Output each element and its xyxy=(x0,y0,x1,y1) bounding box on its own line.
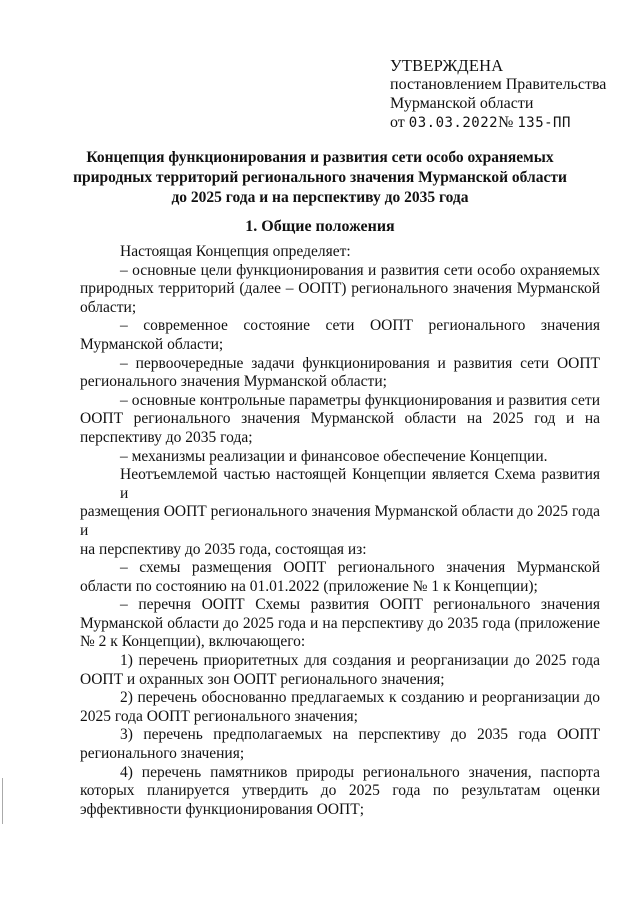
list-item-goals-line-1: – основные цели функционирования и развития сети особо охраняемых xyxy=(120,261,600,279)
paragraph-scheme-line-3: на перспективу до 2035 года, состоящая из: xyxy=(80,540,367,558)
paragraph-scheme-line-2: размещения ООПТ регионального значения Мурманской области до 2025 года и xyxy=(80,503,600,539)
document-title xyxy=(60,148,580,208)
numbered-item-2-line-1: 2) перечень обоснованно предлагаемых к созданию и реорганизации до xyxy=(120,689,600,707)
numbered-item-4-line-1: 4) перечень памятников природы регионального значения, паспорта xyxy=(120,763,600,781)
list-item-params-line-2: ООПТ регионального значения Мурманской области на 2025 год и на xyxy=(80,410,600,428)
numbered-item-3-line-2: регионального значения; xyxy=(80,745,245,763)
list-item-params-line-1: – основные контрольные параметры функционирования и развития сети xyxy=(120,391,600,409)
approval-from-label: от xyxy=(390,114,405,131)
list-item-tasks-line-1: – первоочередные задачи функционирования и развития сети ООПТ xyxy=(120,354,600,372)
scan-edge-mark xyxy=(2,778,3,824)
approval-stamp-block xyxy=(390,56,606,133)
numbered-item-4-line-2: которых планируется утвердить до 2025 года по результатам оценки xyxy=(80,782,600,800)
approval-date: 03.03.2022 xyxy=(408,115,499,131)
list-item-tasks-line-2: регионального значения Мурманской области; xyxy=(80,373,387,391)
numbered-item-1-line-2: ООПТ и охранных зон ООПТ регионального значения; xyxy=(80,670,445,688)
numbered-item-3-line-1: 3) перечень предполагаемых на перспективу до 2035 года ООПТ xyxy=(120,726,600,744)
approval-number-sign: № xyxy=(498,114,514,131)
title-line-2: природных территорий регионального значения Мурманской области xyxy=(73,169,567,186)
list-item-mechanisms: – механизмы реализации и финансовое обеспечение Концепции. xyxy=(120,447,548,465)
approval-heading: УТВЕРЖДЕНА xyxy=(390,56,504,75)
list-item-list-line-2: Мурманской области до 2025 года и на перспективу до 2035 года (приложение xyxy=(80,614,600,632)
numbered-item-2-line-2: 2025 года ООПТ регионального значения; xyxy=(80,707,358,725)
numbered-item-1-line-1: 1) перечень приоритетных для создания и реорганизации до 2025 года xyxy=(120,652,600,670)
list-item-placement-line-2: области по состоянию на 01.01.2022 (приложение № 1 к Концепции); xyxy=(80,577,538,595)
list-item-goals-line-3: области; xyxy=(80,298,137,316)
list-item-state-line-2: Мурманской области; xyxy=(80,335,224,353)
approval-line-2: Мурманской области xyxy=(390,95,534,112)
title-line-1: Концепция функционирования и развития сети особо охраняемых xyxy=(86,149,554,166)
list-item-list-line-1: – перечня ООПТ Схемы развития ООПТ регионального значения xyxy=(120,596,600,614)
approval-line-1: постановлением Правительства xyxy=(390,76,607,93)
title-line-3: до 2025 года и на перспективу до 2035 года xyxy=(171,189,469,206)
section-heading: 1. Общие положения xyxy=(245,218,395,235)
intro-paragraph: Настоящая Концепция определяет: xyxy=(120,243,351,260)
paragraph-scheme-line-1: Неотъемлемой частью настоящей Концепции является Схема развития и xyxy=(120,466,600,502)
list-item-params-line-3: перспективу до 2035 года; xyxy=(80,428,253,446)
list-item-state-line-1: – современное состояние сети ООПТ регионального значения xyxy=(120,317,600,335)
approval-number: 135-ПП xyxy=(517,115,571,131)
list-item-list-line-3: № 2 к Концепции), включающего: xyxy=(80,633,306,651)
list-item-goals-line-2: природных территорий (далее – ООПТ) регионального значения Мурманской xyxy=(80,280,600,298)
numbered-item-4-line-3: эффективности функционирования ООПТ; xyxy=(80,800,365,818)
list-item-placement-line-1: – схемы размещения ООПТ регионального значения Мурманской xyxy=(120,559,600,577)
document-body xyxy=(80,243,600,819)
approval-date-line xyxy=(390,113,606,133)
